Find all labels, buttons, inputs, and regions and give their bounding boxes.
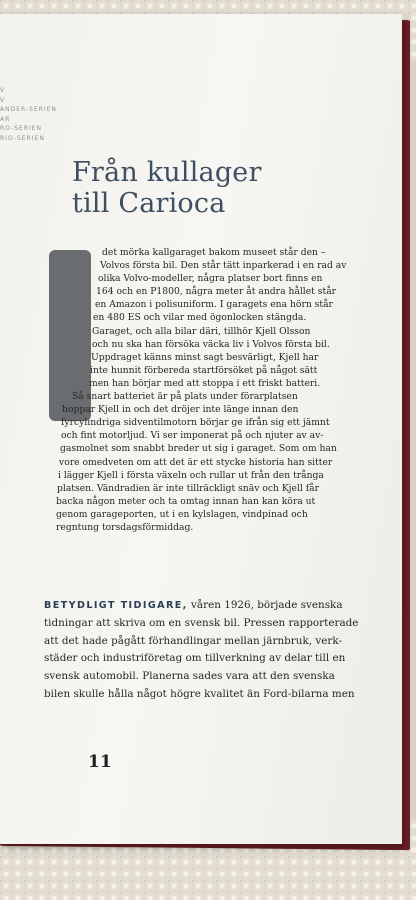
section-lead-in: BETYDLIGT TIDIGARE, (44, 600, 188, 611)
text-line: i lägger Kjell i första växeln och rullar ut från den trånga (58, 469, 324, 481)
text-line: men han börjar med att stoppa i ett friskt batteri. (89, 377, 321, 389)
toc-line: AR (0, 115, 11, 123)
text-line: gasmolnet som snabbt breder ut sig i garaget. Som om han (60, 443, 337, 455)
chapter-title (72, 157, 262, 219)
text-line: Uppdraget känns minst sagt besvärligt, Kjell har (91, 351, 319, 363)
intro-paragraph (56, 246, 401, 534)
section-paragraph (44, 597, 404, 704)
text-line: bilen skulle hålla något högre kvalitet än Ford-bilarna men (44, 687, 355, 700)
text-line (44, 597, 404, 615)
table-of-contents-margin (0, 86, 120, 143)
text-line: vore omedveten om att det är ett stycke historia han sitter (59, 456, 333, 468)
text-line: att det hade pågått förhandlingar mellan järnbruk, verk- (44, 634, 342, 647)
text-line: regntung torsdagsförmiddag. (56, 521, 194, 533)
toc-line: RO-SERIEN (0, 125, 43, 132)
text-line: inte hunnit förbereda startförsöket på något sätt (90, 364, 318, 376)
toc-line: ANDER-SERIEN (0, 106, 57, 113)
page-number: 11 (88, 752, 112, 772)
text-line: Garaget, och alla bilar däri, tillhör Kjell Olsson (92, 325, 311, 337)
text-line: en 480 ES och vilar med ögonlocken stängda. (93, 312, 307, 324)
text-line: genom garageporten, ut i en kylslagen, vindpinad och (56, 508, 308, 520)
text-line: fyrcylindriga sidventilmotorn börjar ge ifrån sig ett jämnt (61, 417, 330, 429)
chapter-title-line-1: Från kullager (72, 157, 262, 188)
section-first-line: våren 1926, började svenska (187, 599, 343, 611)
text-line: det mörka kallgaraget bakom museet står den – (102, 247, 326, 258)
text-line: backa någon meter och ta omtag innan han kan köra ut (56, 495, 316, 507)
text-line: hoppar Kjell in och det dröjer inte länge innan den (62, 404, 299, 416)
text-line: städer och industriföretag om tillverkning av delar till en (44, 652, 346, 665)
text-line: Så snart batteriet är på plats under förarplatsen (72, 391, 298, 403)
text-line: 164 och en P1800, några meter åt andra hållet står (96, 286, 337, 298)
toc-line: RIO-SERIEN (0, 134, 45, 142)
text-line: en Amazon i polisuniform. I garagets ena hörn står (95, 299, 333, 311)
text-line: olika Volvo-modeller, några platser bort finns en (98, 273, 323, 285)
text-line: och fint motorljud. Vi ser imponerat på och njuter av av- (61, 430, 324, 442)
text-line: platsen. Vändradien är inte tillräckligt snäv och Kjell får (57, 482, 320, 494)
text-line: och nu ska han försöka väcka liv i Volvos första bil. (92, 338, 330, 350)
toc-line: V (0, 87, 6, 94)
text-line: Volvos första bil. Den står tätt inparkerad i en rad av (100, 260, 347, 272)
text-line: tidningar att skriva om en svensk bil. Pressen rapporterade (44, 616, 359, 629)
toc-line: V (0, 96, 6, 104)
text-line: svensk automobil. Planerna sades vara att den svenska (44, 670, 335, 683)
chapter-title-line-2: till Carioca (72, 188, 226, 219)
